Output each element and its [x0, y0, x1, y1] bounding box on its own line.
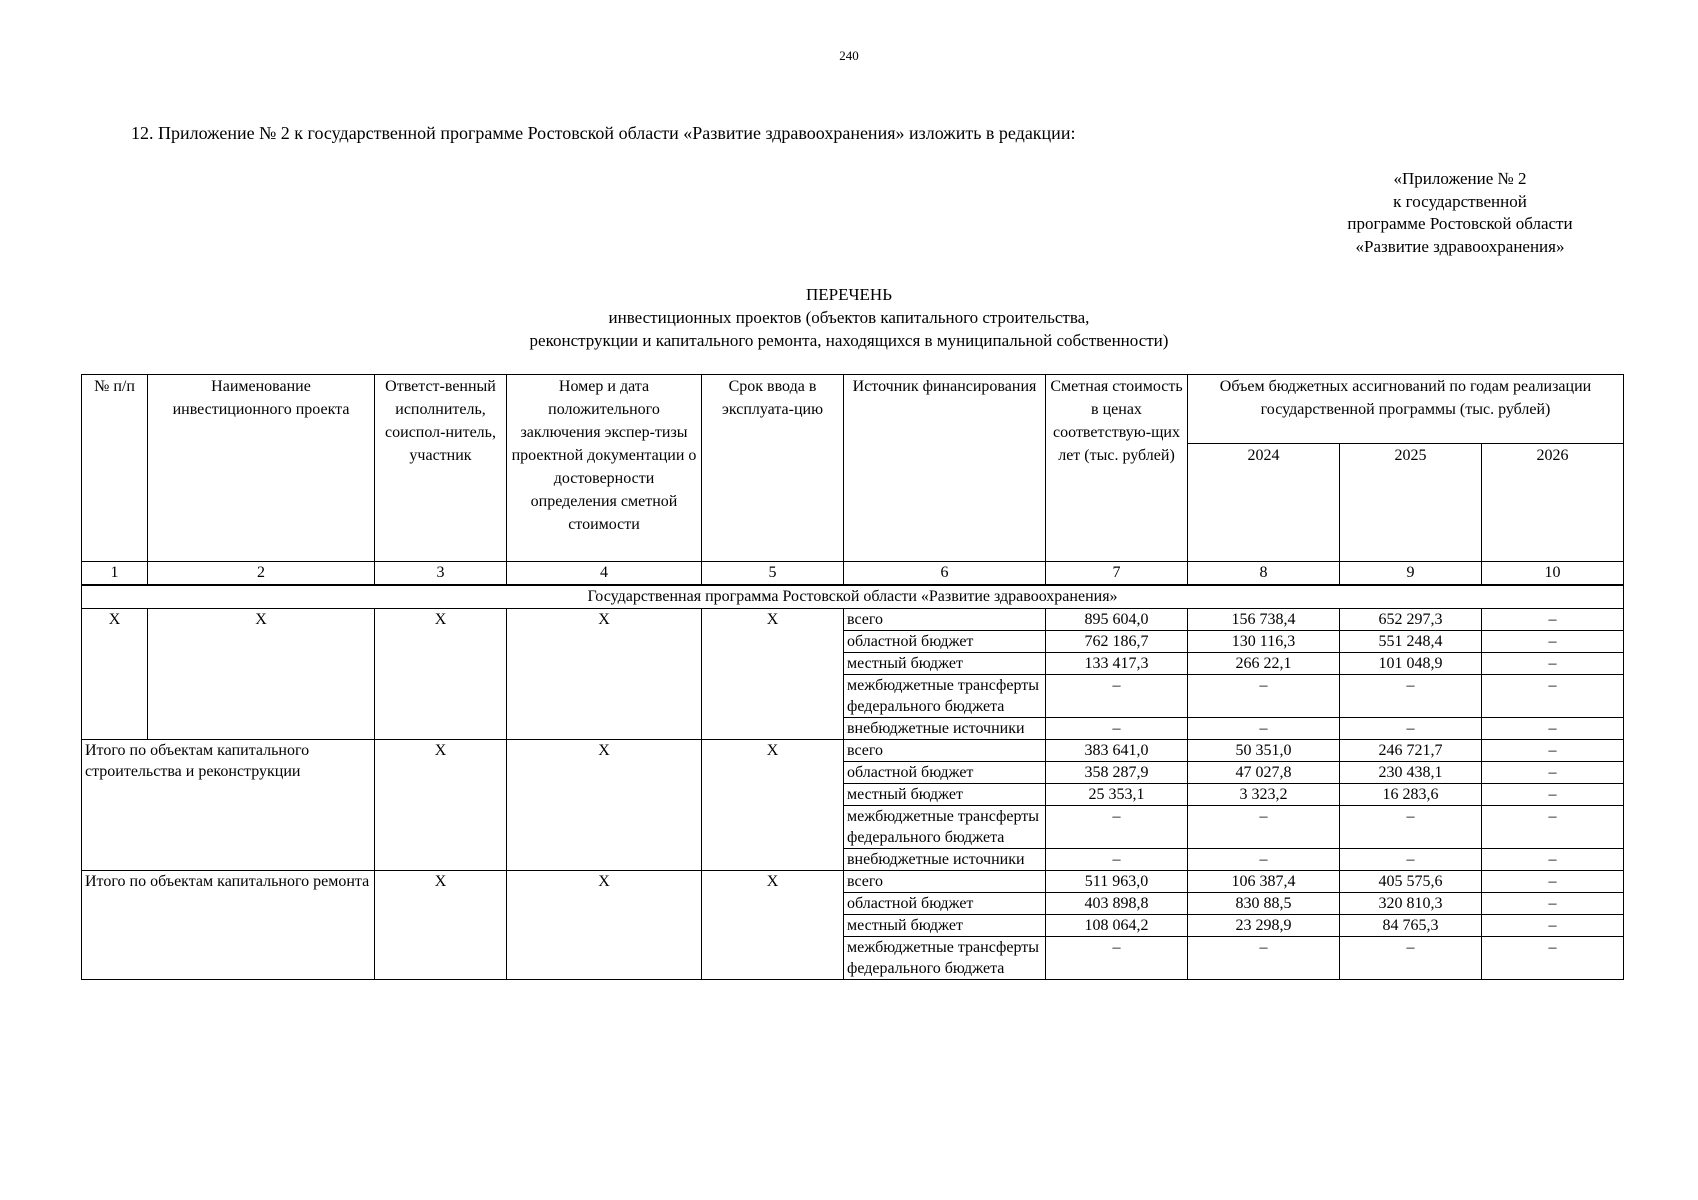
title-line: ПЕРЕЧЕНЬ — [806, 285, 892, 304]
column-number-cell: 8 — [1188, 562, 1340, 586]
budget-2025-cell: 320 810,3 — [1340, 893, 1482, 915]
budget-2026-cell: – — [1482, 653, 1624, 675]
funding-source-cell: всего — [844, 609, 1046, 631]
funding-source-cell: межбюджетные трансферты федерального бюджета — [844, 806, 1046, 849]
budget-2024-cell: 156 738,4 — [1188, 609, 1340, 631]
appendix-line: «Развитие здравоохранения» — [1355, 236, 1565, 256]
header-project-name: Наименование инвестиционного проекта — [148, 375, 375, 562]
column-number-cell: 2 — [148, 562, 375, 586]
header-expertise: Номер и дата положительного заключения экспер-тизы проектной документации о достоверности определения сметной стоимости — [507, 375, 702, 562]
estimated-cost-cell: – — [1046, 849, 1188, 871]
budget-2026-cell: – — [1482, 762, 1624, 784]
appendix-line: «Приложение № 2 — [1393, 169, 1527, 188]
column-number-cell: 1 — [82, 562, 148, 586]
estimated-cost-cell: 358 287,9 — [1046, 762, 1188, 784]
budget-2025-cell: – — [1340, 849, 1482, 871]
estimated-cost-cell: 511 963,0 — [1046, 871, 1188, 893]
budget-2026-cell: – — [1482, 893, 1624, 915]
project-name-cell: X — [148, 609, 375, 740]
num-cell: X — [82, 609, 148, 740]
commissioning-cell: X — [702, 609, 844, 740]
header-commissioning: Срок ввода в эксплуата-цию — [702, 375, 844, 562]
budget-2024-cell: – — [1188, 718, 1340, 740]
estimated-cost-cell: 762 186,7 — [1046, 631, 1188, 653]
budget-2025-cell: – — [1340, 937, 1482, 980]
column-number-cell: 3 — [375, 562, 507, 586]
budget-2025-cell: – — [1340, 718, 1482, 740]
estimated-cost-cell: – — [1046, 806, 1188, 849]
budget-2024-cell: – — [1188, 849, 1340, 871]
appendix-line: к государственной — [1393, 191, 1527, 211]
funding-source-cell: местный бюджет — [844, 653, 1046, 675]
header-funding-source: Источник финансирования — [844, 375, 1046, 562]
budget-2026-cell: – — [1482, 849, 1624, 871]
budget-2026-cell: – — [1482, 631, 1624, 653]
budget-2026-cell: – — [1482, 675, 1624, 718]
page-number: 240 — [839, 48, 859, 63]
column-number-cell: 4 — [507, 562, 702, 586]
funding-source-cell: областной бюджет — [844, 631, 1046, 653]
estimated-cost-cell: 108 064,2 — [1046, 915, 1188, 937]
title-line: реконструкции и капитального ремонта, находящихся в муниципальной собственности) — [529, 331, 1169, 350]
budget-2026-cell: – — [1482, 740, 1624, 762]
budget-2025-cell: 551 248,4 — [1340, 631, 1482, 653]
budget-2025-cell: 101 048,9 — [1340, 653, 1482, 675]
budget-2024-cell: 106 387,4 — [1188, 871, 1340, 893]
budget-2024-cell: 266 22,1 — [1188, 653, 1340, 675]
budget-2024-cell: 130 116,3 — [1188, 631, 1340, 653]
budget-2025-cell: 652 297,3 — [1340, 609, 1482, 631]
title-line: инвестиционных проектов (объектов капитального строительства, — [608, 308, 1090, 327]
column-number-cell: 7 — [1046, 562, 1188, 586]
program-title-cell: Государственная программа Ростовской области «Развитие здравоохранения» — [82, 585, 1624, 609]
investment-projects-table-wrapper — [81, 374, 1623, 980]
estimated-cost-cell: 895 604,0 — [1046, 609, 1188, 631]
responsible-cell: X — [375, 740, 507, 871]
group-label-cell: Итого по объектам капитального ремонта — [82, 871, 375, 980]
table-row — [82, 871, 1624, 893]
funding-source-cell: областной бюджет — [844, 893, 1046, 915]
intro-paragraph: 12. Приложение № 2 к государственной программе Ростовской области «Развитие здравоохранения» изложить в редакции: — [131, 123, 1076, 143]
expertise-cell: X — [507, 609, 702, 740]
header-estimated-cost: Сметная стоимость в ценах соответствую-щих лет (тыс. рублей) — [1046, 375, 1188, 562]
investment-projects-table — [81, 374, 1624, 980]
table-row — [82, 609, 1624, 631]
funding-source-cell: всего — [844, 740, 1046, 762]
table-body — [82, 562, 1624, 980]
header-responsible: Ответст-венный исполнитель, соиспол-нитель, участник — [375, 375, 507, 562]
budget-2026-cell: – — [1482, 915, 1624, 937]
program-title-row — [82, 585, 1624, 609]
column-number-cell: 9 — [1340, 562, 1482, 586]
budget-2026-cell: – — [1482, 937, 1624, 980]
group-label-cell: Итого по объектам капитального строительства и реконструкции — [82, 740, 375, 871]
column-number-cell: 5 — [702, 562, 844, 586]
estimated-cost-cell: – — [1046, 675, 1188, 718]
funding-source-cell: местный бюджет — [844, 915, 1046, 937]
responsible-cell: X — [375, 871, 507, 980]
funding-source-cell: межбюджетные трансферты федерального бюджета — [844, 937, 1046, 980]
column-number-cell: 10 — [1482, 562, 1624, 586]
estimated-cost-cell: – — [1046, 937, 1188, 980]
header-year-2024: 2024 — [1188, 444, 1340, 562]
budget-2025-cell: – — [1340, 675, 1482, 718]
budget-2024-cell: – — [1188, 806, 1340, 849]
header-year-2025: 2025 — [1340, 444, 1482, 562]
document-title — [0, 283, 1698, 352]
budget-2025-cell: 230 438,1 — [1340, 762, 1482, 784]
budget-2026-cell: – — [1482, 609, 1624, 631]
funding-source-cell: областной бюджет — [844, 762, 1046, 784]
header-num: № п/п — [82, 375, 148, 562]
budget-2025-cell: 405 575,6 — [1340, 871, 1482, 893]
responsible-cell: X — [375, 609, 507, 740]
budget-2025-cell: 16 283,6 — [1340, 784, 1482, 806]
budget-2025-cell: 84 765,3 — [1340, 915, 1482, 937]
budget-2024-cell: 3 323,2 — [1188, 784, 1340, 806]
funding-source-cell: межбюджетные трансферты федерального бюджета — [844, 675, 1046, 718]
expertise-cell: X — [507, 740, 702, 871]
estimated-cost-cell: 25 353,1 — [1046, 784, 1188, 806]
funding-source-cell: всего — [844, 871, 1046, 893]
column-numbers-row — [82, 562, 1624, 586]
column-number-cell: 6 — [844, 562, 1046, 586]
funding-source-cell: внебюджетные источники — [844, 849, 1046, 871]
budget-2026-cell: – — [1482, 871, 1624, 893]
appendix-line: программе Ростовской области — [1347, 214, 1573, 233]
estimated-cost-cell: 383 641,0 — [1046, 740, 1188, 762]
budget-2026-cell: – — [1482, 784, 1624, 806]
commissioning-cell: X — [702, 871, 844, 980]
budget-2024-cell: 47 027,8 — [1188, 762, 1340, 784]
budget-2025-cell: – — [1340, 806, 1482, 849]
budget-2026-cell: – — [1482, 718, 1624, 740]
estimated-cost-cell: – — [1046, 718, 1188, 740]
expertise-cell: X — [507, 871, 702, 980]
funding-source-cell: внебюджетные источники — [844, 718, 1046, 740]
budget-2024-cell: – — [1188, 937, 1340, 980]
header-year-2026: 2026 — [1482, 444, 1624, 562]
budget-2024-cell: 830 88,5 — [1188, 893, 1340, 915]
appendix-header — [1310, 168, 1610, 258]
budget-2024-cell: 50 351,0 — [1188, 740, 1340, 762]
table-row — [82, 740, 1624, 762]
commissioning-cell: X — [702, 740, 844, 871]
budget-2026-cell: – — [1482, 806, 1624, 849]
budget-2025-cell: 246 721,7 — [1340, 740, 1482, 762]
header-budget-group: Объем бюджетных ассигнований по годам реализации государственной программы (тыс. рублей) — [1188, 375, 1624, 444]
budget-2024-cell: 23 298,9 — [1188, 915, 1340, 937]
estimated-cost-cell: 133 417,3 — [1046, 653, 1188, 675]
funding-source-cell: местный бюджет — [844, 784, 1046, 806]
budget-2024-cell: – — [1188, 675, 1340, 718]
estimated-cost-cell: 403 898,8 — [1046, 893, 1188, 915]
